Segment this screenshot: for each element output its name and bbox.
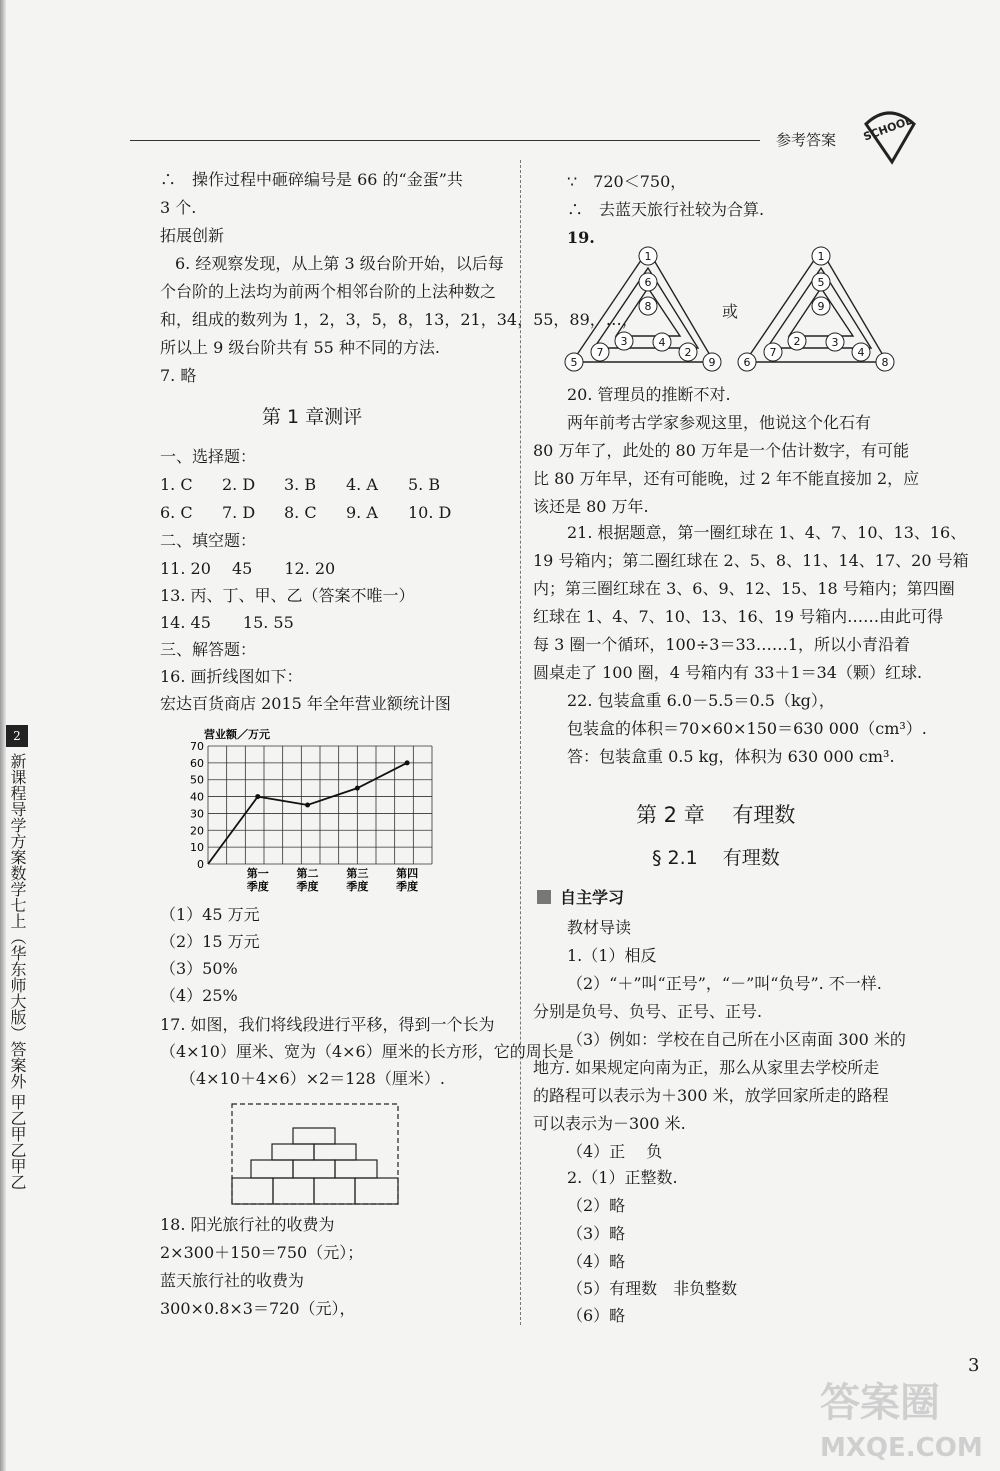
text-line: 红球在 1、4、7、10、13、16、19 号箱内……由此可得 xyxy=(533,607,944,626)
triangle-number: 1 xyxy=(817,250,825,263)
or-label: 或 xyxy=(722,302,739,321)
text-line: （2）“＋”叫“正号”，“－”叫“负号”. 不一样. xyxy=(567,974,882,993)
x-category-label: 第二 xyxy=(296,867,319,880)
text-line: 3 个. xyxy=(160,198,197,217)
text-line: ∵ 720＜750， xyxy=(567,172,687,191)
y-tick-label: 50 xyxy=(190,773,204,787)
text-line: 2.（1）正整数. xyxy=(567,1168,678,1187)
side-vertical-title: 新课程导学方案数学七上（华东师大版）答案外 甲乙甲乙甲乙 xyxy=(8,753,27,1191)
text-line: 6. 经观察发现，从上第 3 级台阶开始，以后每 xyxy=(175,254,504,273)
triangle-number: 1 xyxy=(644,250,652,263)
triangle-number: 2 xyxy=(684,346,692,359)
data-point xyxy=(355,786,360,791)
text-line: 80 万年了，此处的 80 万年是一个估计数字，有可能 xyxy=(533,441,909,460)
triangle-number: 2 xyxy=(793,335,801,348)
x-category-label: 季度 xyxy=(346,880,369,893)
text-line: ∴ 去蓝天旅行社较为合算. xyxy=(567,200,765,219)
subsection-label: 教材导读 xyxy=(567,918,632,937)
x-category-label: 第三 xyxy=(346,867,369,880)
answer-item: 3. B xyxy=(284,475,317,494)
chart-categories xyxy=(247,866,418,893)
subheading: 拓展创新 xyxy=(160,226,225,245)
triangle-number: 9 xyxy=(817,300,825,313)
y-tick-label: 10 xyxy=(190,841,204,855)
text-line: （4）正 负 xyxy=(567,1142,663,1161)
text-line: （2）略 xyxy=(567,1196,626,1215)
text-line: 7. 略 xyxy=(160,366,197,385)
triangle-number: 8 xyxy=(881,356,889,369)
column-divider xyxy=(520,160,521,1325)
triangle-number: 5 xyxy=(817,276,825,289)
triangle-number: 4 xyxy=(857,346,865,359)
text-line: 两年前考古学家参观这里，他说这个化石有 xyxy=(567,413,872,432)
triangle-number: 5 xyxy=(570,356,578,369)
text-line: 圆桌走了 100 圈，4 号箱内有 33＋1＝34（颗）红球. xyxy=(533,663,923,682)
text-line: 所以上 9 级台阶共有 55 种不同的方法. xyxy=(160,338,440,357)
section-marker-icon xyxy=(537,890,551,904)
chart-ylabel: 营业额／万元 xyxy=(204,728,270,741)
side-strip xyxy=(6,725,28,1190)
triangle-figure-2 xyxy=(733,244,903,374)
school-logo xyxy=(858,104,920,166)
answer-item: 2. D xyxy=(222,475,256,494)
text-line: （2）15 万元 xyxy=(160,932,260,951)
header-rule xyxy=(130,140,760,141)
text-line: 22. 包装盒重 6.0－5.5＝0.5（kg）， xyxy=(567,691,835,710)
y-tick-label: 40 xyxy=(190,790,204,804)
text-line: 该还是 80 万年. xyxy=(533,497,649,516)
text-line: 个台阶的上法均为前两个相邻台阶的上法种数之 xyxy=(160,282,497,301)
answer-item: 10. D xyxy=(408,503,452,522)
text-line: （6）略 xyxy=(567,1306,626,1325)
text-line: 20. 管理员的推断不对. xyxy=(567,385,731,404)
text-line: （4）略 xyxy=(567,1252,626,1271)
x-category-label: 季度 xyxy=(296,880,319,893)
text-line: 内；第三圈红球在 3、6、9、12、15、18 号箱内；第四圈 xyxy=(533,579,955,598)
triangle-number: 6 xyxy=(743,356,751,369)
triangle-figure-1 xyxy=(560,244,730,374)
data-point xyxy=(255,794,260,799)
text-line: （3）略 xyxy=(567,1224,626,1243)
text-line: 2×300＋150＝750（元）； xyxy=(160,1243,364,1262)
watermark-url: MXQE.COM xyxy=(820,1433,983,1463)
chart-caption: 宏达百货商店 2015 年全年营业额统计图 xyxy=(160,694,451,713)
chart-series xyxy=(208,760,410,864)
triangle-number: 4 xyxy=(658,336,666,349)
subsection-label: 自主学习 xyxy=(560,888,625,907)
text-line: （1）45 万元 xyxy=(160,905,260,924)
text-line: 18. 阳光旅行社的收费为 xyxy=(160,1215,335,1234)
answer-item: 5. B xyxy=(408,475,441,494)
triangle-number: 8 xyxy=(644,300,652,313)
y-tick-label: 0 xyxy=(197,858,204,871)
x-category-label: 第四 xyxy=(396,867,419,880)
text-line: 蓝天旅行社的收费为 xyxy=(160,1271,305,1290)
y-tick-label: 70 xyxy=(190,740,204,753)
text-line: 13. 丙、丁、甲、乙（答案不唯一） xyxy=(160,586,415,605)
watermark-logo: 答案圈 xyxy=(820,1380,940,1426)
school-logo-text: SCHOOL xyxy=(861,113,914,144)
answer-item: 8. C xyxy=(284,503,317,522)
text-line: 包装盒的体积＝70×60×150＝630 000（cm³）. xyxy=(567,719,927,738)
text-line: 21. 根据题意，第一圈红球在 1、4、7、10、13、16、 xyxy=(567,523,967,542)
triangle-number: 3 xyxy=(831,336,839,349)
text-line: （5）有理数 非负整数 xyxy=(567,1279,738,1298)
y-tick-label: 20 xyxy=(190,824,204,838)
text-line: 地方. 如果规定向南为正，那么从家里去学校所走 xyxy=(533,1058,880,1077)
chapter-title: 第 2 章 有理数 xyxy=(636,803,796,827)
text-line: 可以表示为－300 米. xyxy=(533,1114,686,1133)
side-number: 2 xyxy=(6,725,28,747)
section-label: 一、选择题： xyxy=(160,447,257,466)
answer-item: 4. A xyxy=(346,475,378,494)
text-line: 的路程可以表示为＋300 米，放学回家所走的路程 xyxy=(533,1086,889,1105)
text-line: 11. 20 45 12. 20 xyxy=(160,559,336,578)
text-line: （3）50% xyxy=(160,959,238,978)
chart-ticks xyxy=(190,740,204,871)
text-line: 分别是负号、负号、正号、正号. xyxy=(533,1002,763,1021)
page-number: 3 xyxy=(968,1355,980,1376)
text-line: 和，组成的数列为 1，2，3，5，8，13，21，34，55，89，…， xyxy=(160,310,638,329)
chapter-test-title: 第 1 章测评 xyxy=(262,406,363,428)
chart-grid xyxy=(208,746,432,864)
section-title: § 2.1 有理数 xyxy=(652,847,780,869)
question-number: 19. xyxy=(567,228,595,247)
text-line: 14. 45 15. 55 xyxy=(160,613,294,632)
y-tick-label: 60 xyxy=(190,756,204,770)
x-category-label: 季度 xyxy=(396,880,419,893)
triangle-number: 6 xyxy=(644,276,652,289)
text-line: （4×10＋4×6）×2＝128（厘米）. xyxy=(180,1069,445,1088)
revenue-line-chart xyxy=(170,724,440,896)
triangle-number: 3 xyxy=(620,335,628,348)
text-line: 1.（1）相反 xyxy=(567,946,657,965)
text-line: 16. 画折线图如下： xyxy=(160,667,303,686)
y-tick-label: 30 xyxy=(190,807,204,821)
answer-item: 1. C xyxy=(160,475,193,494)
section-label: 三、解答题： xyxy=(160,640,257,659)
x-category-label: 季度 xyxy=(246,880,269,893)
triangle-number: 7 xyxy=(769,346,777,359)
answer-item: 7. D xyxy=(222,503,256,522)
x-category-label: 第一 xyxy=(246,867,269,880)
section-label: 二、填空题： xyxy=(160,531,257,550)
triangle-number: 7 xyxy=(596,346,604,359)
text-line: 比 80 万年早，还有可能晚，过 2 年不能直接加 2，应 xyxy=(533,469,920,488)
text-line: 300×0.8×3＝720（元）， xyxy=(160,1299,356,1318)
data-point xyxy=(305,803,310,808)
data-point xyxy=(405,760,410,765)
text-line: （4×10）厘米、宽为（4×6）厘米的长方形，它的周长是 xyxy=(160,1042,574,1061)
text-line: （4）25% xyxy=(160,986,238,1005)
text-line: 17. 如图，我们将线段进行平移，得到一个长为 xyxy=(160,1015,495,1034)
header-label: 参考答案 xyxy=(776,131,837,149)
text-line: 每 3 圈一个循环，100÷3＝33……1，所以小青沿着 xyxy=(533,635,911,654)
triangle-number: 9 xyxy=(708,356,716,369)
text-line: （3）例如：学校在自己所在小区南面 300 米的 xyxy=(567,1030,906,1049)
text-line: 答：包装盒重 0.5 kg，体积为 630 000 cm³. xyxy=(567,747,895,766)
answer-item: 9. A xyxy=(346,503,378,522)
text-line: ∴ 操作过程中砸碎编号是 66 的“金蛋”共 xyxy=(160,170,463,189)
pyramid-figure xyxy=(230,1102,402,1208)
text-line: 19 号箱内；第二圈红球在 2、5、8、11、14、17、20 号箱 xyxy=(533,551,969,570)
answer-item: 6. C xyxy=(160,503,193,522)
